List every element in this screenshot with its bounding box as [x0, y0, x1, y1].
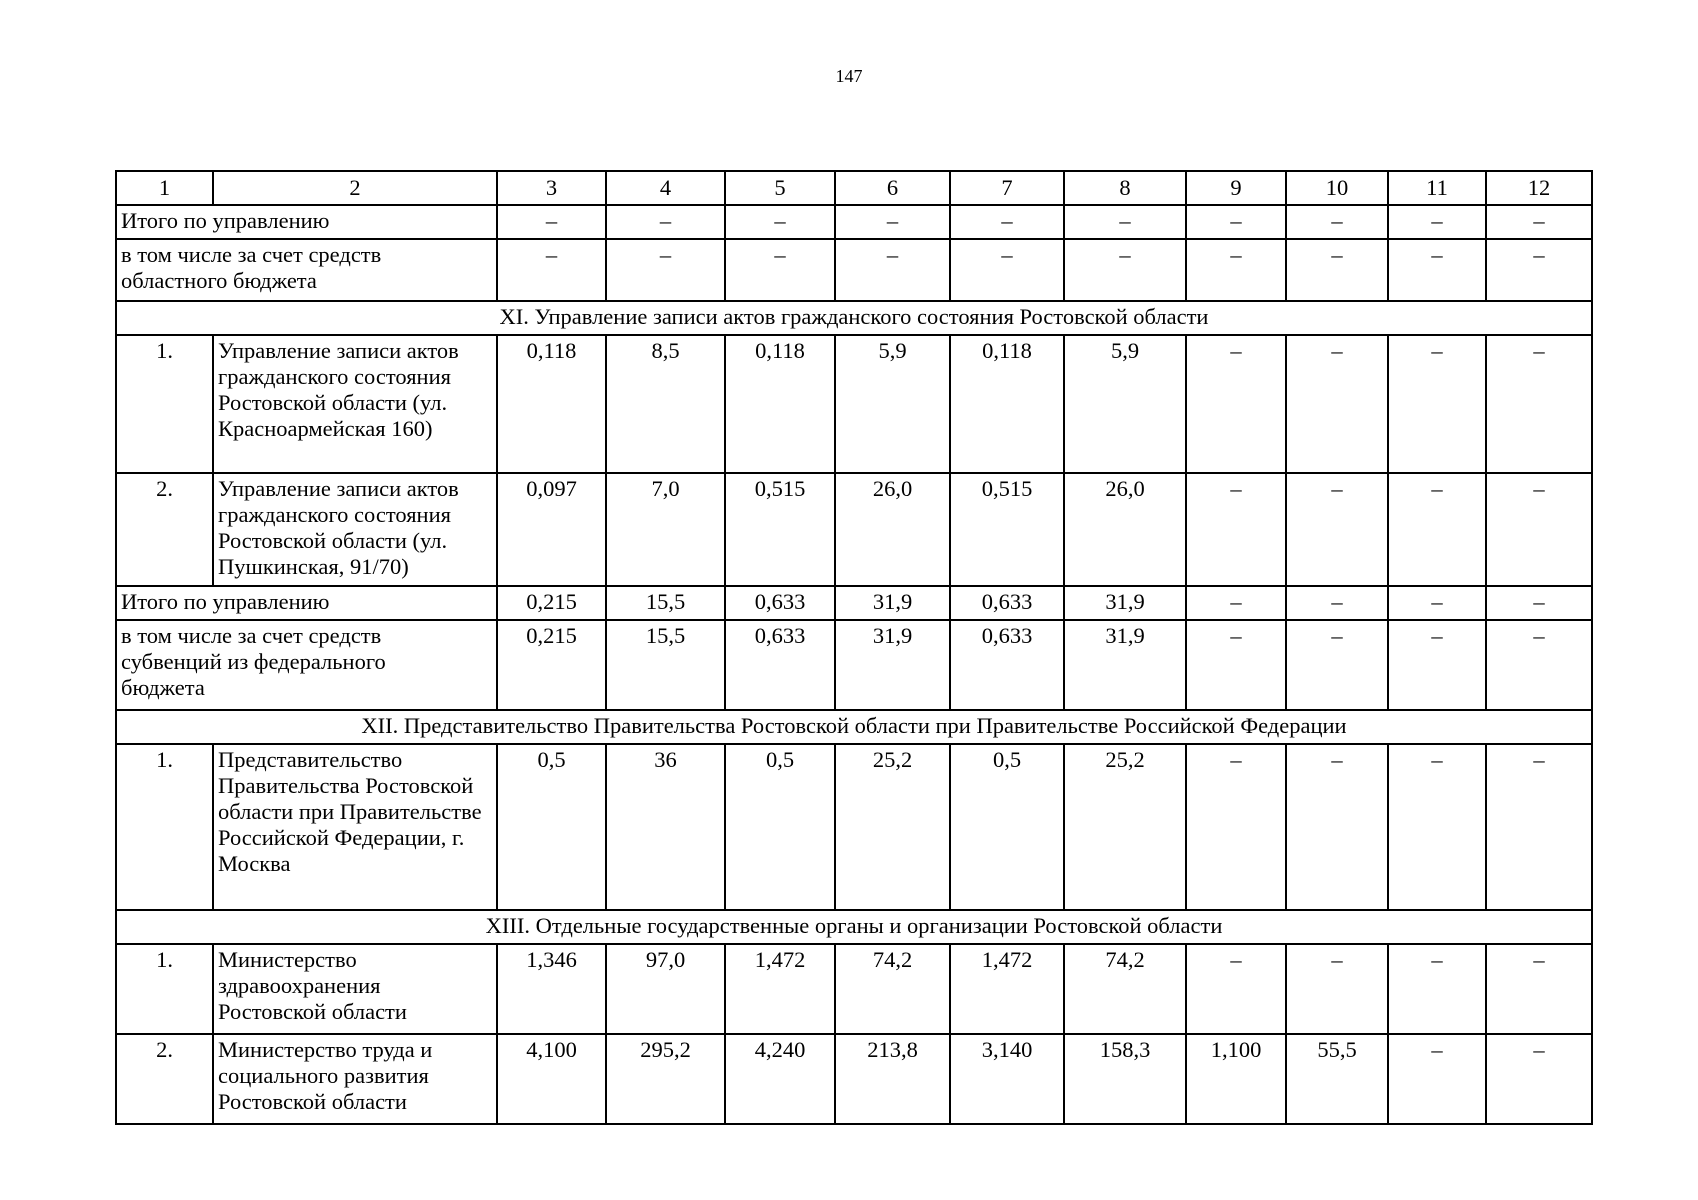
- column-number: 12: [1486, 171, 1592, 205]
- table-cell: –: [1286, 205, 1388, 239]
- column-number: 6: [835, 171, 950, 205]
- column-number: 2: [213, 171, 497, 205]
- total-row: [116, 239, 1592, 301]
- total-label: Итого по управлению: [116, 205, 497, 239]
- table-cell: –: [1186, 205, 1286, 239]
- table-cell: 0,118: [497, 335, 606, 473]
- table-cell: 295,2: [606, 1034, 725, 1124]
- table-cell: –: [1186, 239, 1286, 301]
- total-label: [116, 620, 497, 710]
- row-number: 1.: [116, 944, 213, 1034]
- table-cell: 74,2: [835, 944, 950, 1034]
- column-number: 1: [116, 171, 213, 205]
- table-cell: –: [1388, 744, 1486, 910]
- table-cell: –: [1186, 586, 1286, 620]
- column-number: 5: [725, 171, 835, 205]
- table-cell: 31,9: [1064, 586, 1186, 620]
- table-cell: –: [606, 239, 725, 301]
- table-cell: 1,346: [497, 944, 606, 1034]
- table-cell: 31,9: [1064, 620, 1186, 710]
- table-cell: –: [1186, 473, 1286, 586]
- table-cell: –: [1486, 335, 1592, 473]
- row-number: 2.: [116, 473, 213, 586]
- table-row: [116, 335, 1592, 473]
- total-label: [116, 239, 497, 301]
- section-row: [116, 710, 1592, 744]
- table-cell: –: [1486, 586, 1592, 620]
- table-cell: 3,140: [950, 1034, 1064, 1124]
- table-cell: –: [1286, 335, 1388, 473]
- table-cell: 97,0: [606, 944, 725, 1034]
- total-row: [116, 620, 1592, 710]
- section-title: XI. Управление записи актов гражданского состояния Ростовской области: [116, 301, 1592, 335]
- table-cell: 213,8: [835, 1034, 950, 1124]
- table-cell: –: [950, 205, 1064, 239]
- table-cell: –: [1286, 239, 1388, 301]
- column-number: 8: [1064, 171, 1186, 205]
- table-cell: 1,100: [1186, 1034, 1286, 1124]
- table-cell: –: [835, 239, 950, 301]
- organization-name: Управление записи актов гражданского состояния Ростовской области (ул. Красноармейская 160): [213, 335, 497, 473]
- total-label-text: в том числе за счет средств областного бюджета: [121, 242, 382, 293]
- table-cell: –: [1486, 944, 1592, 1034]
- table-cell: 5,9: [835, 335, 950, 473]
- table-cell: –: [1388, 473, 1486, 586]
- row-number: 2.: [116, 1034, 213, 1124]
- table-cell: 0,5: [950, 744, 1064, 910]
- table-cell: –: [1286, 473, 1388, 586]
- table-cell: –: [1286, 944, 1388, 1034]
- table-cell: 0,633: [950, 620, 1064, 710]
- table-cell: –: [1486, 239, 1592, 301]
- data-table: [115, 170, 1593, 1125]
- column-number: 11: [1388, 171, 1486, 205]
- column-number: 7: [950, 171, 1064, 205]
- table-cell: 1,472: [725, 944, 835, 1034]
- table-cell: 0,5: [725, 744, 835, 910]
- table-cell: 55,5: [1286, 1034, 1388, 1124]
- table-cell: 36: [606, 744, 725, 910]
- table-cell: –: [1486, 1034, 1592, 1124]
- table-cell: 74,2: [1064, 944, 1186, 1034]
- table-cell: –: [1064, 205, 1186, 239]
- table-cell: –: [725, 205, 835, 239]
- table-cell: 0,633: [725, 586, 835, 620]
- table-cell: 31,9: [835, 586, 950, 620]
- table-cell: 25,2: [835, 744, 950, 910]
- table-cell: 5,9: [1064, 335, 1186, 473]
- table-row: [116, 1034, 1592, 1124]
- page-number: 147: [835, 66, 863, 86]
- table-cell: 25,2: [1064, 744, 1186, 910]
- table-cell: –: [1286, 744, 1388, 910]
- table-cell: –: [1186, 620, 1286, 710]
- table-cell: 0,118: [950, 335, 1064, 473]
- table-cell: –: [1388, 620, 1486, 710]
- table-cell: 1,472: [950, 944, 1064, 1034]
- column-number: 4: [606, 171, 725, 205]
- table-cell: –: [1486, 205, 1592, 239]
- table-cell: 0,515: [950, 473, 1064, 586]
- table-cell: 0,633: [950, 586, 1064, 620]
- column-number: 10: [1286, 171, 1388, 205]
- table-cell: –: [497, 239, 606, 301]
- table-cell: 7,0: [606, 473, 725, 586]
- table-cell: 0,215: [497, 620, 606, 710]
- table-cell: –: [1388, 239, 1486, 301]
- table-cell: 0,633: [725, 620, 835, 710]
- organization-name: Министерство труда и социального развития Ростовской области: [213, 1034, 497, 1124]
- column-number: 3: [497, 171, 606, 205]
- table-cell: –: [1486, 620, 1592, 710]
- table-cell: –: [1064, 239, 1186, 301]
- total-label-text: в том числе за счет средств субвенций из федерального бюджета: [121, 623, 386, 700]
- table-cell: –: [835, 205, 950, 239]
- total-row: [116, 586, 1592, 620]
- table-cell: –: [1186, 744, 1286, 910]
- table-cell: 0,097: [497, 473, 606, 586]
- column-number: 9: [1186, 171, 1286, 205]
- table-cell: –: [1388, 205, 1486, 239]
- table-cell: –: [1286, 586, 1388, 620]
- table-cell: 158,3: [1064, 1034, 1186, 1124]
- section-row: [116, 301, 1592, 335]
- table-cell: –: [1186, 335, 1286, 473]
- organization-name: Управление записи актов гражданского состояния Ростовской области (ул. Пушкинская, 91/70): [213, 473, 497, 586]
- section-row: [116, 910, 1592, 944]
- table-cell: 4,100: [497, 1034, 606, 1124]
- table-cell: –: [606, 205, 725, 239]
- table-cell: 26,0: [835, 473, 950, 586]
- table-cell: –: [497, 205, 606, 239]
- row-number: 1.: [116, 744, 213, 910]
- organization-name: Министерство здравоохранения Ростовской области: [213, 944, 497, 1034]
- table-cell: –: [1388, 944, 1486, 1034]
- row-number: 1.: [116, 335, 213, 473]
- table-row: [116, 744, 1592, 910]
- section-title: XII. Представительство Правительства Ростовской области при Правительстве Российской Федерации: [116, 710, 1592, 744]
- table-cell: –: [1286, 620, 1388, 710]
- table-cell: –: [1388, 1034, 1486, 1124]
- table-row: [116, 473, 1592, 586]
- table-cell: –: [725, 239, 835, 301]
- column-number-row: [116, 171, 1592, 205]
- table-cell: 26,0: [1064, 473, 1186, 586]
- table-cell: 0,118: [725, 335, 835, 473]
- organization-name: Представительство Правительства Ростовской области при Правительстве Российской Федерации, г. Москва: [213, 744, 497, 910]
- table-row: [116, 944, 1592, 1034]
- table-cell: 4,240: [725, 1034, 835, 1124]
- total-label: Итого по управлению: [116, 586, 497, 620]
- table-cell: –: [1486, 744, 1592, 910]
- table-cell: –: [1388, 586, 1486, 620]
- table-cell: 15,5: [606, 620, 725, 710]
- table-cell: 15,5: [606, 586, 725, 620]
- table-cell: 0,515: [725, 473, 835, 586]
- table-cell: 8,5: [606, 335, 725, 473]
- table-cell: –: [1486, 473, 1592, 586]
- total-row: [116, 205, 1592, 239]
- table-cell: 0,215: [497, 586, 606, 620]
- table-cell: 31,9: [835, 620, 950, 710]
- table-cell: –: [1388, 335, 1486, 473]
- table-cell: –: [1186, 944, 1286, 1034]
- table-cell: –: [950, 239, 1064, 301]
- table-cell: 0,5: [497, 744, 606, 910]
- section-title: XIII. Отдельные государственные органы и организации Ростовской области: [116, 910, 1592, 944]
